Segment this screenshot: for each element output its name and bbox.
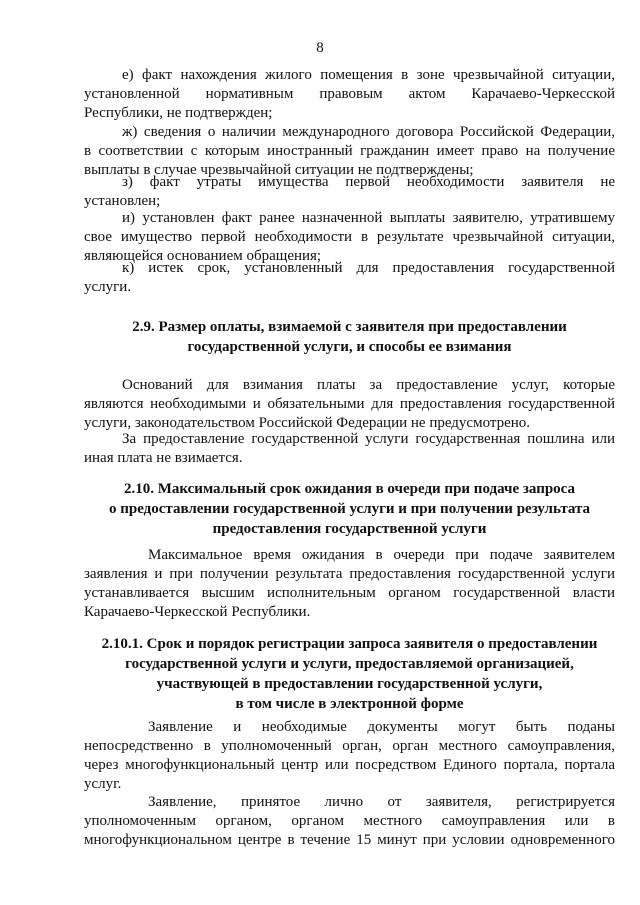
heading-line: предоставления государственной услуги	[212, 521, 487, 537]
text-line: услуг.	[84, 776, 122, 792]
text-line: з) факт утраты имущества первой необходимости заявителя не	[122, 174, 615, 190]
text-line: и) установлен факт ранее назначенной выплаты заявителю, утратившему	[122, 210, 615, 226]
section-heading-2-9	[84, 317, 615, 357]
heading-line: 2.10. Максимальный срок ожидания в очереди при подаче запроса	[123, 481, 576, 497]
section-heading-2-10-1	[84, 634, 615, 714]
list-item-zh	[84, 123, 615, 180]
heading-line: в том числе в электронной форме	[235, 696, 464, 712]
text-line: являющейся основанием обращения;	[84, 248, 322, 264]
heading-line: государственной услуги и услуги, предоставляемой организацией,	[125, 656, 574, 672]
text-line: установлен;	[84, 193, 161, 209]
list-item-k	[84, 259, 615, 297]
page-number: 8	[316, 40, 324, 56]
paragraph	[84, 793, 615, 850]
list-item-i	[84, 209, 615, 266]
section-heading-2-10	[84, 479, 615, 539]
heading-line: о предоставлении государственной услуги и при получении результата	[108, 501, 591, 517]
list-item-z	[84, 173, 615, 211]
paragraph	[84, 718, 615, 794]
text-line: иная плата не взимается.	[84, 450, 243, 466]
text-line: е) факт нахождения жилого помещения в зоне чрезвычайной ситуации,	[122, 67, 615, 83]
text-line: За предоставление государственной услуги государственная пошлина или	[122, 431, 615, 447]
paragraph	[84, 430, 615, 468]
text-line: услуги.	[84, 279, 132, 295]
text-line: ж) сведения о наличии международного договора Российской Федерации,	[122, 124, 615, 140]
text-line: через многофункциональный центр или посредством Единого портала, портала	[84, 757, 615, 773]
text-line: выплаты в случае чрезвычайной ситуации не подтверждены;	[84, 162, 474, 178]
text-line: установленной нормативным правовым актом Карачаево-Черкесской	[84, 86, 615, 102]
heading-line: участвующей в предоставлении государственной услуги,	[156, 676, 543, 692]
text-line: Заявление, принятое лично от заявителя, регистрируется	[148, 794, 615, 810]
text-line: уполномоченным органом, органом местного самоуправления или в	[84, 813, 615, 829]
list-item-e	[84, 66, 615, 123]
heading-line: 2.10.1. Срок и порядок регистрации запроса заявителя о предоставлении	[101, 636, 598, 652]
text-line: устанавливается высшим исполнительным органом государственной власти	[84, 585, 615, 601]
text-line: являются необходимыми и обязательными для предоставления государственной	[84, 396, 615, 412]
text-line: Оснований для взимания платы за предоставление услуг, которые	[122, 377, 615, 393]
text-line: непосредственно в уполномоченный орган, орган местного самоуправления,	[84, 738, 615, 754]
paragraph	[84, 546, 615, 622]
text-line: заявления и при получении результата предоставления государственной услуги	[84, 566, 615, 582]
text-line: многофункциональном центре в течение 15 минут при условии одновременного	[84, 832, 615, 848]
text-line: Максимальное время ожидания в очереди при подаче заявителем	[148, 547, 615, 563]
text-line: к) истек срок, установленный для предоставления государственной	[122, 260, 615, 276]
paragraph	[84, 376, 615, 433]
text-line: в соответствии с которым иностранный гражданин имеет право на получение	[84, 143, 615, 159]
text-line: Республики, не подтвержден;	[84, 105, 273, 121]
text-line: свое имущество первой необходимости в результате чрезвычайной ситуации,	[84, 229, 615, 245]
text-line: Заявление и необходимые документы могут быть поданы	[148, 719, 615, 735]
heading-line: 2.9. Размер оплаты, взимаемой с заявителя при предоставлении	[132, 319, 567, 335]
text-line: Карачаево-Черкесской Республики.	[84, 604, 311, 620]
text-line: услуги, законодательством Российской Федерации не предусмотрено.	[84, 415, 531, 431]
heading-line: государственной услуги, и способы ее взимания	[187, 339, 512, 355]
